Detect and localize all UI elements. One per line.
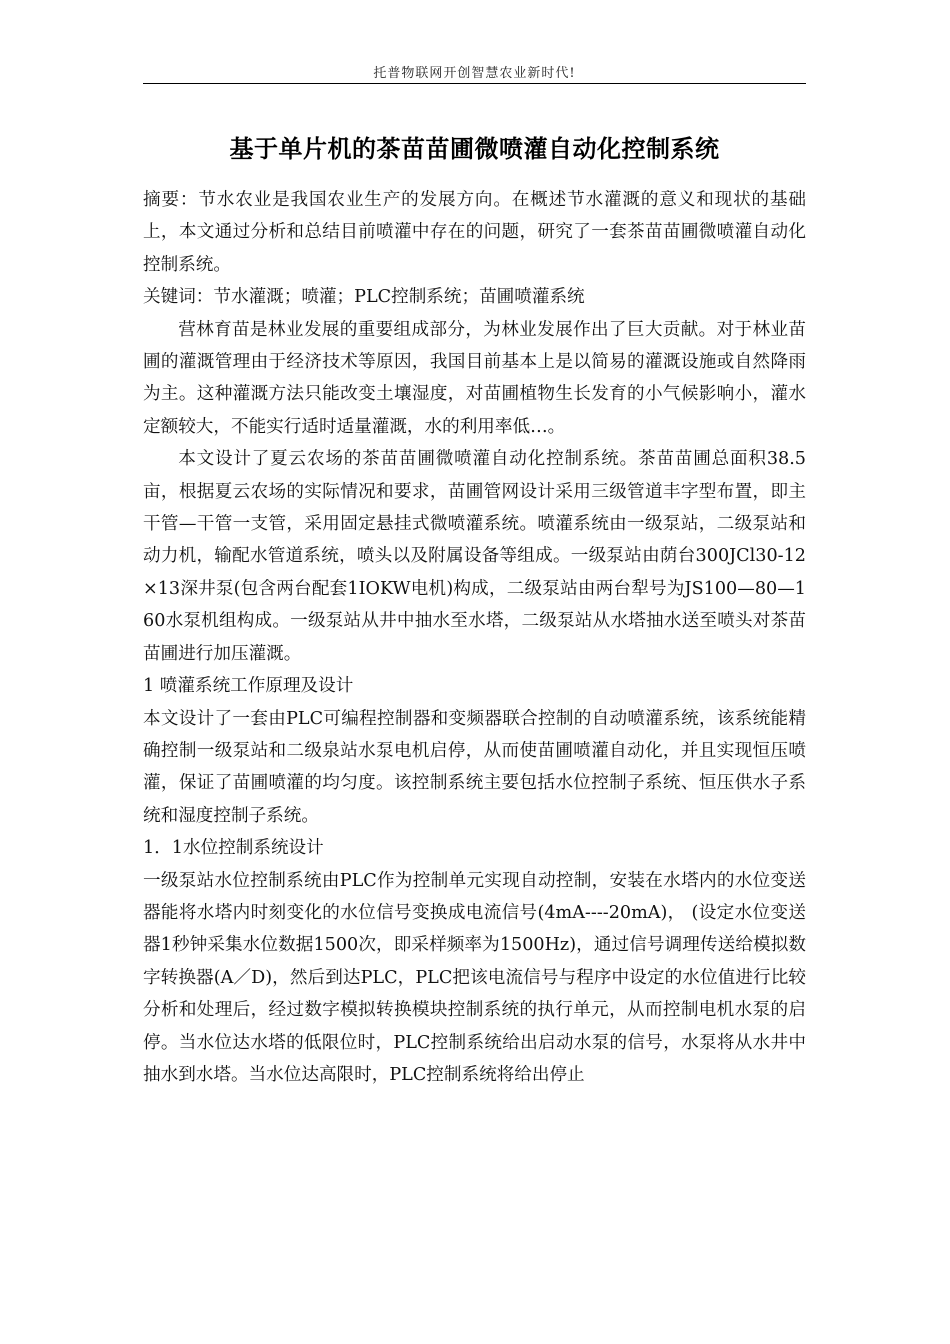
section-1-1-paragraph: 一级泵站水位控制系统由PLC作为控制单元实现自动控制，安装在水塔内的水位变送器能将水塔内时刻变化的水位信号变换成电流信号(4mA----20mA)， (设定水位变送器1秒钟采集水位数据1500次，即采样频率为1500Hz)，通过信号调理传送给模拟数字转换器(A／D)，然后到达PLC，PLC把该电流信号与程序中设定的水位值进行比较分析和处理后，经过数字模拟转换模块控制系统的执行单元，从而控制电机水泵的启停。当水位达水塔的低限位时，PLC控制系统给出启动水泵的信号，水泵将从水井中抽水到水塔。当水位达高限时，PLC控制系统将给出停止 xyxy=(143,870,806,1085)
keywords-line: 关键词：节水灌溉；喷灌；PLC控制系统；苗圃喷灌系统 xyxy=(143,287,585,308)
header-divider xyxy=(143,83,806,84)
intro-paragraph-2: 本文设计了夏云农场的茶苗苗圃微喷灌自动化控制系统。茶苗苗圃总面积38.5亩，根据夏云农场的实际情况和要求，苗圃管网设计采用三级管道丰字型布置，即主干管—干管一支管，采用固定悬挂式微喷灌系统。喷灌系统由一级泵站，二级泵站和动力机，输配水管道系统，喷头以及附属设备等组成。一级泵站由荫台300JCl30-12×13深井泵(包含两台配套1IOKW电机)构成，二级泵站由两台犁号为JS100—80—160水泵机组构成。一级泵站从井中抽水至水塔，二级泵站从水塔抽水送至喷头对茶苗苗圃进行加压灌溉。 xyxy=(143,449,806,664)
abstract-paragraph: 摘要：节水农业是我国农业生产的发展方向。在概述节水灌溉的意义和现状的基础上，本文通过分析和总结目前喷灌中存在的问题，研究了一套茶苗苗圃微喷灌自动化控制系统。 xyxy=(143,190,806,275)
page-header-text: 托普物联网开创智慧农业新时代! xyxy=(373,66,576,81)
document-body xyxy=(143,184,806,1091)
section-1-paragraph: 本文设计了一套由PLC可编程控制器和变频器联合控制的自动喷灌系统，该系统能精确控制一级泵站和二级泉站水泵电机启停，从而使苗圃喷灌自动化，并且实现恒压喷灌，保证了苗圃喷灌的均匀度。该控制系统主要包括水位控制子系统、恒压供水子系统和湿度控制子系统。 xyxy=(143,708,806,826)
section-1-heading: 1 喷灌系统工作原理及设计 xyxy=(143,676,354,697)
document-title: 基于单片机的茶苗苗圃微喷灌自动化控制系统 xyxy=(229,134,720,163)
section-1-1-heading: 1．1水位控制系统设计 xyxy=(143,838,324,859)
intro-paragraph-1: 营林育苗是林业发展的重要组成部分，为林业发展作出了巨大贡献。对于林业苗圃的灌溉管理由于经济技术等原因，我国目前基本上是以简易的灌溉设施或自然降雨为主。这种灌溉方法只能改变土壤湿度，对苗圃植物生长发育的小气候影响小，灌水定额较大，不能实行适时适量灌溉，水的利用率低…。 xyxy=(143,319,806,437)
